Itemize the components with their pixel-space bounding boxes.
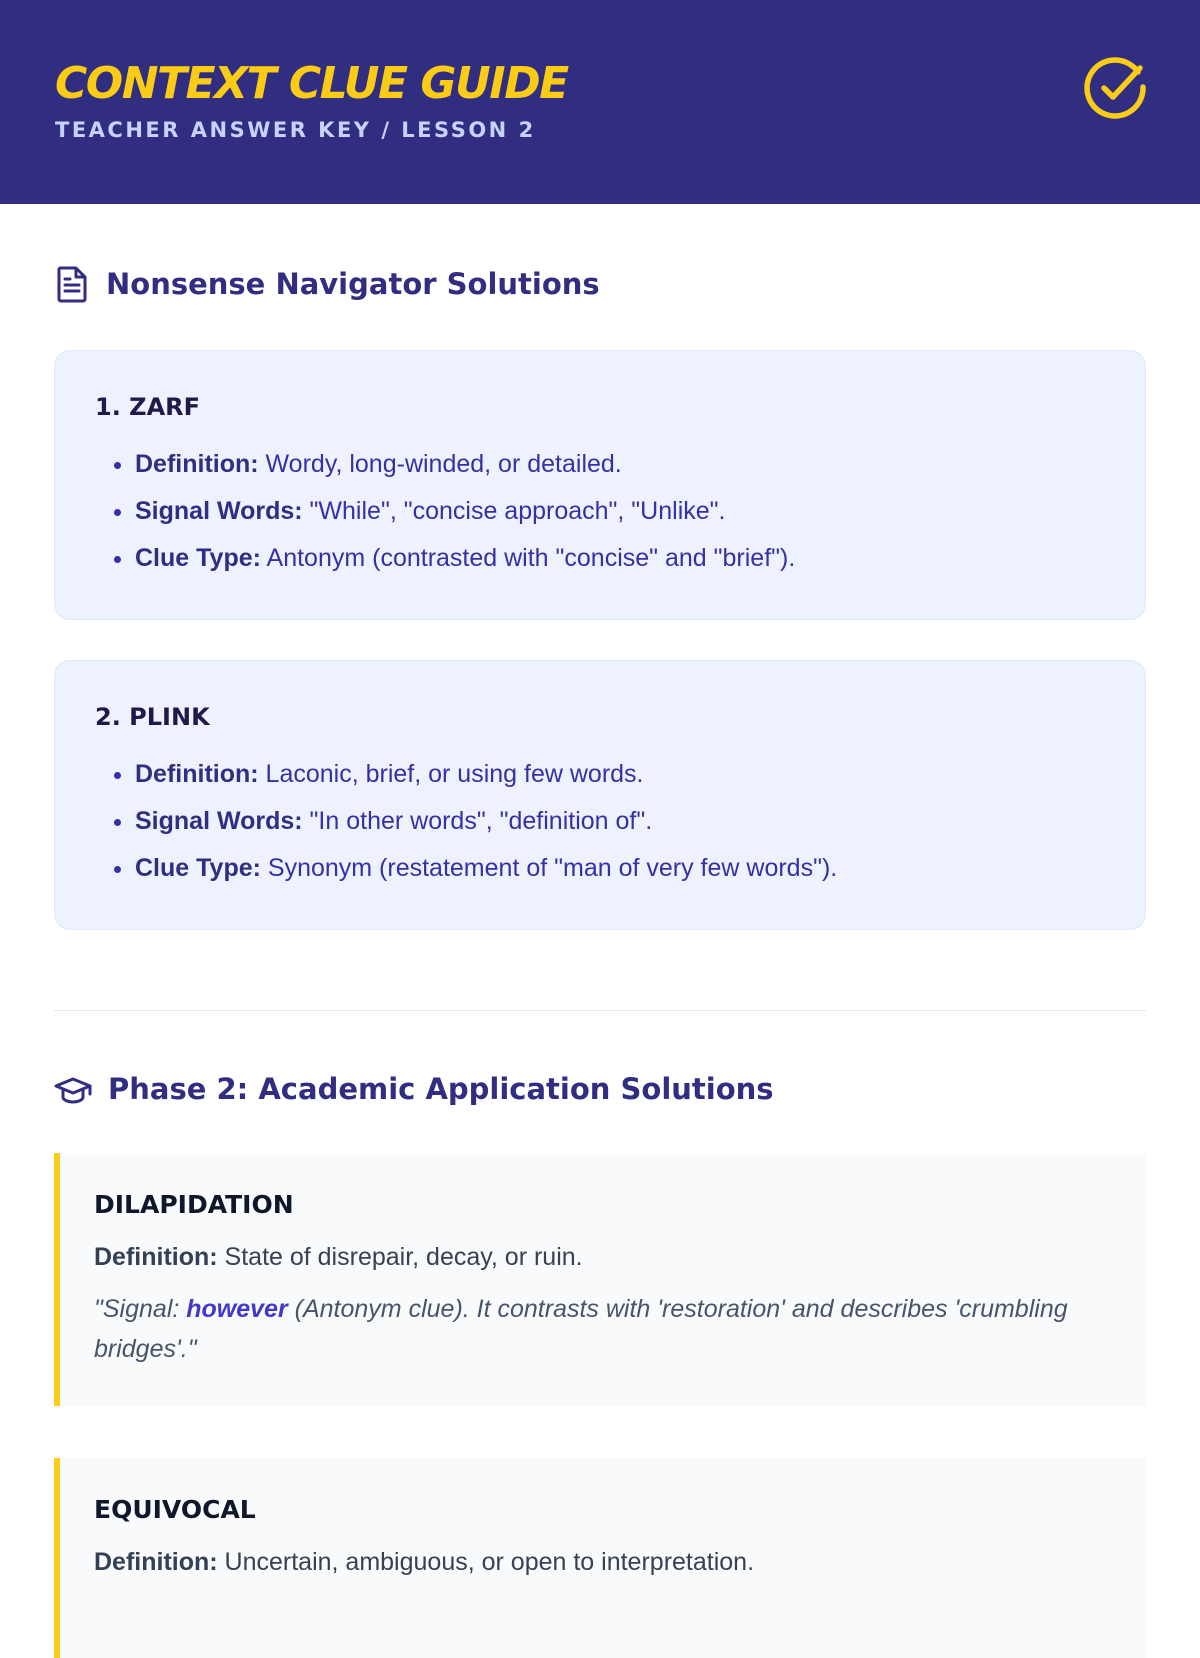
section-title: Nonsense Navigator Solutions xyxy=(106,267,600,301)
solution-card-zarf xyxy=(54,350,1146,620)
graduation-cap-icon xyxy=(54,1071,92,1107)
definition-text: Uncertain, ambiguous, or open to interpretation. xyxy=(217,1548,755,1576)
list-item xyxy=(135,488,1105,535)
item-label: Clue Type: xyxy=(135,854,261,882)
main-content xyxy=(0,262,1200,1658)
term-title: DILAPIDATION xyxy=(94,1190,294,1219)
list-item xyxy=(135,751,1105,798)
term-card-dilapidation xyxy=(54,1153,1146,1406)
section-divider xyxy=(54,1010,1146,1011)
list-item xyxy=(135,798,1105,845)
check-circle-icon xyxy=(1080,52,1150,122)
item-label: Definition: xyxy=(135,450,259,478)
term-signal xyxy=(94,1289,1106,1369)
card-list xyxy=(95,751,1105,892)
card-title: 2. PLINK xyxy=(95,703,210,731)
list-item xyxy=(135,535,1105,582)
item-text: "While", "concise approach", "Unlike". xyxy=(302,497,726,525)
item-label: Definition: xyxy=(135,760,259,788)
item-label: Signal Words: xyxy=(135,807,303,835)
page-header xyxy=(0,0,1200,204)
definition-label: Definition: xyxy=(94,1548,218,1576)
definition-label: Definition: xyxy=(94,1243,218,1271)
signal-prefix: "Signal: xyxy=(94,1295,187,1323)
section-heading-phase2 xyxy=(54,1067,1146,1111)
solution-card-plink xyxy=(54,660,1146,930)
item-text: Synonym (restatement of "man of very few words"). xyxy=(260,854,838,882)
term-definition xyxy=(94,1542,1106,1582)
list-item xyxy=(135,441,1105,488)
definition-text: State of disrepair, decay, or ruin. xyxy=(217,1243,583,1271)
term-card-equivocal xyxy=(54,1458,1146,1658)
item-text: "In other words", "definition of". xyxy=(302,807,653,835)
page-subtitle: TEACHER ANSWER KEY / LESSON 2 xyxy=(55,118,536,142)
term-definition xyxy=(94,1237,1106,1277)
item-text: Wordy, long-winded, or detailed. xyxy=(258,450,622,478)
section-title: Phase 2: Academic Application Solutions xyxy=(108,1072,774,1106)
item-text: Laconic, brief, or using few words. xyxy=(258,760,644,788)
term-title: EQUIVOCAL xyxy=(94,1495,256,1524)
card-list xyxy=(95,441,1105,582)
signal-explanation: (Antonym clue). It contrasts with 'restoration' and describes 'crumbling bridges'." xyxy=(94,1295,1068,1363)
item-label: Clue Type: xyxy=(135,544,261,572)
page-title: CONTEXT CLUE GUIDE xyxy=(55,58,568,109)
card-title: 1. ZARF xyxy=(95,393,201,421)
item-label: Signal Words: xyxy=(135,497,303,525)
document-icon xyxy=(54,264,90,304)
list-item xyxy=(135,845,1105,892)
section-heading-nonsense xyxy=(54,262,1146,306)
signal-word: however xyxy=(186,1295,288,1323)
item-text: Antonym (contrasted with "concise" and "brief"). xyxy=(260,544,796,572)
